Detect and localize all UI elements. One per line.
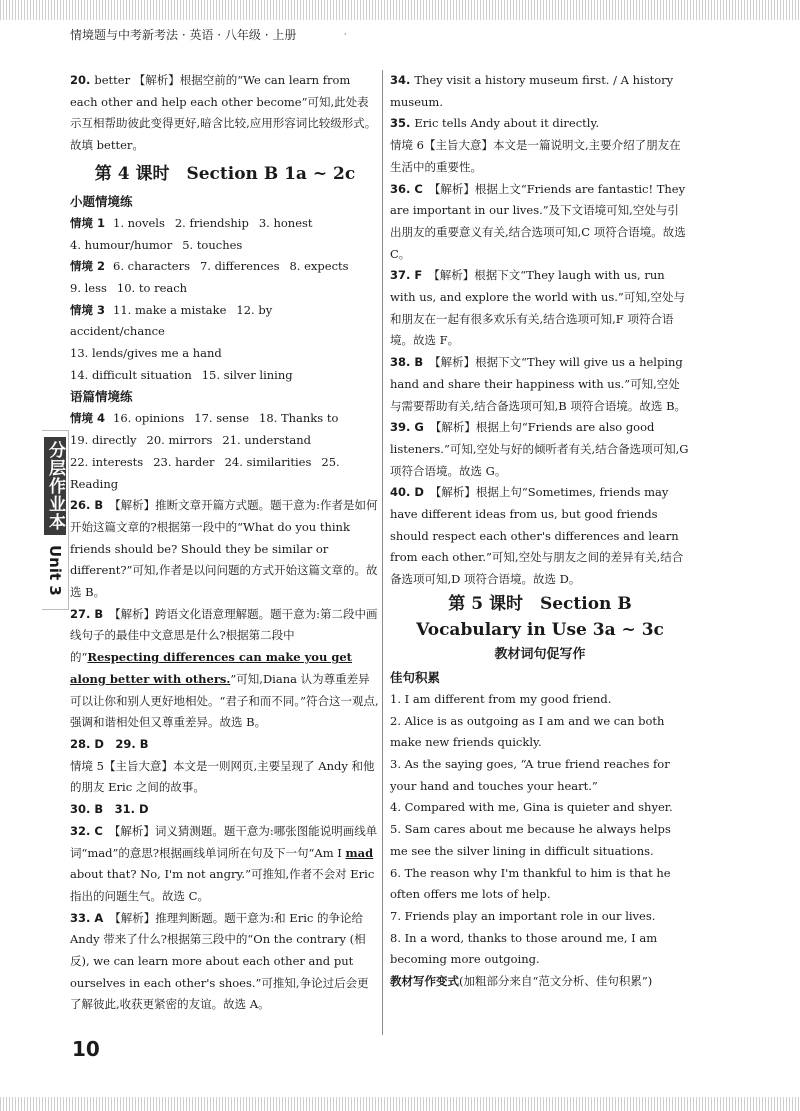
answer-item: 12. by accident/chance <box>70 302 273 339</box>
answer-line <box>70 430 380 452</box>
side-tab-label: 分层作业本 <box>44 437 66 535</box>
right-column <box>390 70 690 993</box>
top-scan-band <box>0 0 800 20</box>
answer-26: 26. B 【解析】推断文章开篇方式题。题干意为:作者是如何开始这篇文章的?根据第一段中的“What do you think friends should be? Should they be similar or different?”可知,作者是以问问题的方式开始这篇文章的。故选 B。 <box>70 498 378 600</box>
answer-item: 17. sense <box>194 411 250 426</box>
answer-item: 6. characters <box>113 259 190 274</box>
situation-5: 情境 5【主旨大意】本文是一则网页,主要呈现了 Andy 和他的朋友 Eric 之间的故事。 <box>70 758 375 795</box>
answer-item: 22. interests <box>70 454 144 469</box>
answer-item: 4. humour/humor <box>70 237 173 252</box>
answer-20: 20. better 【解析】根据空前的“We can learn from each other and help each other become”可知,此处表示互相帮助彼此变得更好,暗含比较,应用形容词比较级形式。故填 better。 <box>70 73 377 153</box>
answer-item: 13. lends/gives me a hand <box>70 346 222 361</box>
situation-label: 情境 3 <box>70 302 106 317</box>
answer-item: 23. harder <box>153 454 215 469</box>
answer-item: 20. mirrors <box>146 433 213 448</box>
section-5-subtitle: Vocabulary in Use 3a ~ 3c <box>416 619 664 640</box>
answer-28-29: 28. D 29. B <box>70 736 149 751</box>
side-tab-unit: Unit 3 <box>46 545 64 596</box>
answer-item: 16. opinions <box>113 411 185 426</box>
answer-item: 5. touches <box>182 237 243 252</box>
answer-item: 15. silver lining <box>201 367 293 382</box>
situation-label: 情境 1 <box>70 215 106 230</box>
answer-line <box>70 256 380 278</box>
answer-item: 18. Thanks to <box>259 411 339 426</box>
column-divider <box>382 70 383 1035</box>
answer-item: 1. novels <box>113 215 165 230</box>
answer-35: 35. Eric tells Andy about it directly. <box>390 116 600 131</box>
sentence-item: 3. As the saying goes, “A true friend reaches for your hand and touches your heart.” <box>390 756 670 793</box>
sentence-item: 6. The reason why I'm thankful to him is that he often offers me lots of help. <box>390 865 671 902</box>
xiaoti-heading: 小题情境练 <box>70 193 133 209</box>
jiaju-heading: 佳句积累 <box>390 669 441 685</box>
page-header: 情境题与中考新考法 · 英语 · 八年级 · 上册 <box>70 28 297 42</box>
answer-line <box>70 300 380 343</box>
answer-line <box>70 278 380 300</box>
sentence-item: 4. Compared with me, Gina is quieter and shyer. <box>390 800 673 815</box>
answer-item: 10. to reach <box>116 280 188 295</box>
answer-40: 40. D 【解析】根据上句“Sometimes, friends may have different ideas from us, but good friends should respect each other's differences and learn from each other.”可知,空处与朋友之间的差异有关,结合备选项可知,D 项符合语境。故选 D。 <box>390 485 684 587</box>
answer-lines-2 <box>70 408 380 495</box>
answer-37: 37. F 【解析】根据下文“They laugh with us, run with us, and explore the world with us.”可知,空处与和朋友在一起有很多欢乐有关,结合选项可知,F 项符合语境。故选 F。 <box>390 268 685 348</box>
left-column <box>70 70 380 1016</box>
section-4-title: 第 4 课时 Section B 1a ~ 2c <box>94 163 356 184</box>
answer-30-31: 30. B 31. D <box>70 802 149 817</box>
header-dot: · <box>344 30 347 39</box>
answer-item: 2. friendship <box>174 215 249 230</box>
answer-line <box>70 235 380 257</box>
bottom-scan-band <box>0 1097 800 1111</box>
answer-lines-1 <box>70 213 380 387</box>
situation-label: 情境 2 <box>70 259 106 274</box>
underlined-word-mad: mad <box>345 845 374 860</box>
answer-34: 34. They visit a history museum first. / A history museum. <box>390 73 674 109</box>
sentence-item: 8. In a word, thanks to those around me, I am becoming more outgoing. <box>390 930 658 967</box>
answer-32: 32. C 【解析】词义猜测题。题干意为:哪张图能说明画线单词“mad”的意思?根据画线单词所在句及下一句“Am I mad about that? No, I'm not angry.”可推知,作者不会对 Eric 指出的问题生气。故选 C。 <box>70 823 378 903</box>
section-5-title: 第 5 课时 Section B <box>448 593 632 614</box>
answer-item: 24. similarities <box>224 454 312 469</box>
answer-33: 33. A 【解析】推理判断题。题干意为:和 Eric 的争论给 Andy 带来了什么?根据第三段中的“On the contrary (相反), we can learn more about each other and put ourselves in each other's shoes.”可推知,争论过后会更了解彼此,收获更紧密的友谊。故选 A。 <box>70 910 369 1012</box>
sentence-item: 2. Alice is as outgoing as I am and we can both make new friends quickly. <box>390 713 665 750</box>
sentence-item: 1. I am different from my good friend. <box>390 691 612 706</box>
situation-6: 情境 6【主旨大意】本文是一篇说明文,主要介绍了朋友在生活中的重要性。 <box>390 138 681 174</box>
answer-36: 36. C 【解析】根据上文“Friends are fantastic! They are important in our lives.”及下文语境可知,空处与引出朋友的重要意义有关,结合选项可知,C 项符合语境。故选 C。 <box>390 181 686 261</box>
answer-39: 39. G 【解析】根据上句“Friends are also good listeners.”可知,空处与好的倾听者有关,结合备选项可知,G 项符合语境。故选 G。 <box>390 420 689 478</box>
answer-item: 8. expects <box>289 259 349 274</box>
answer-item: 14. difficult situation <box>70 367 192 382</box>
answer-item: 21. understand <box>222 433 311 448</box>
answer-item: 11. make a mistake <box>113 302 227 317</box>
underlined-sentence: Respecting differences can make you get along better with others. <box>70 650 352 686</box>
answer-item: 7. differences <box>199 259 280 274</box>
jiaocai-heading: 教材词句促写作 <box>494 646 586 662</box>
situation-label: 情境 4 <box>70 411 106 426</box>
answer-38: 38. B 【解析】根据下文“They will give us a helping hand and share their happiness with us.”可知,空处与需要帮助有关,结合备选项可知,B 项符合语境。故选 B。 <box>390 355 687 413</box>
answer-line <box>70 343 380 365</box>
answer-item: 25. Reading <box>70 454 340 491</box>
answer-line <box>70 452 380 495</box>
answer-line <box>70 408 380 430</box>
answer-item: 3. honest <box>258 215 313 230</box>
writing-variant: 教材写作变式(加粗部分来自“范文分析、佳句积累”) <box>390 974 653 989</box>
sentence-item: 5. Sam cares about me because he always helps me see the silver lining in difficult situations. <box>390 822 671 858</box>
answer-27: 27. B 【解析】跨语文化语意理解题。题干意为:第二段中画线句子的最佳中文意思是什么?根据第二段中的“Respecting differences can make you get along better with others.”可知,Diana 认为尊重差异可以让你和别人更好地相处。“君子和而不同。”符合这一观点,强调和谐相处但又尊重差异。故选 B。 <box>70 606 379 730</box>
sentence-item: 7. Friends play an important role in our lives. <box>390 908 656 923</box>
yupian-heading: 语篇情境练 <box>70 389 133 405</box>
answer-line <box>70 365 380 387</box>
answer-item: 9. less <box>70 280 107 295</box>
side-tab <box>42 430 69 610</box>
answer-item: 19. directly <box>70 433 137 448</box>
page-number: 10 <box>72 1037 100 1061</box>
sentence-list <box>390 689 690 971</box>
answer-line <box>70 213 380 235</box>
